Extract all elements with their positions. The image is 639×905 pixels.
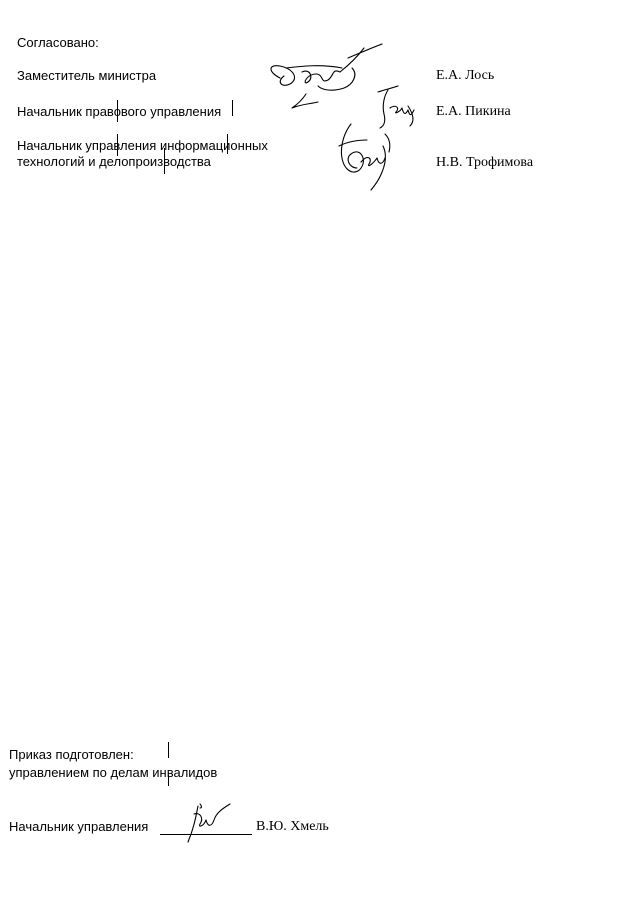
signature-deputy-minister (262, 38, 392, 118)
scan-mark (232, 100, 233, 116)
scan-mark (117, 100, 118, 122)
signature-department-head (176, 800, 240, 848)
approver-position-legal-head: Начальник правового управления (17, 104, 222, 119)
approver-position-it-head-line2: технологий и делопроизводства (17, 154, 211, 169)
scan-mark (117, 134, 118, 156)
approval-heading: Согласовано: (17, 35, 99, 50)
approver-position-deputy-minister: Заместитель министра (17, 68, 157, 83)
signature-it-head (333, 118, 403, 196)
scan-mark (227, 134, 228, 154)
scan-mark (168, 742, 169, 758)
signer-name: В.Ю. Хмель (256, 819, 329, 834)
prepared-label: Приказ подготовлен: (9, 747, 134, 762)
prepared-department: управлением по делам инвалидов (9, 765, 218, 780)
approver-name-los: Е.А. Лось (436, 68, 495, 83)
approver-name-trofimova: Н.В. Трофимова (436, 155, 534, 170)
scan-mark (164, 148, 165, 174)
signer-position: Начальник управления (9, 819, 149, 834)
approver-position-it-head-line1: Начальник управления информационных (17, 138, 268, 153)
approver-name-pikina: Е.А. Пикина (436, 104, 511, 119)
